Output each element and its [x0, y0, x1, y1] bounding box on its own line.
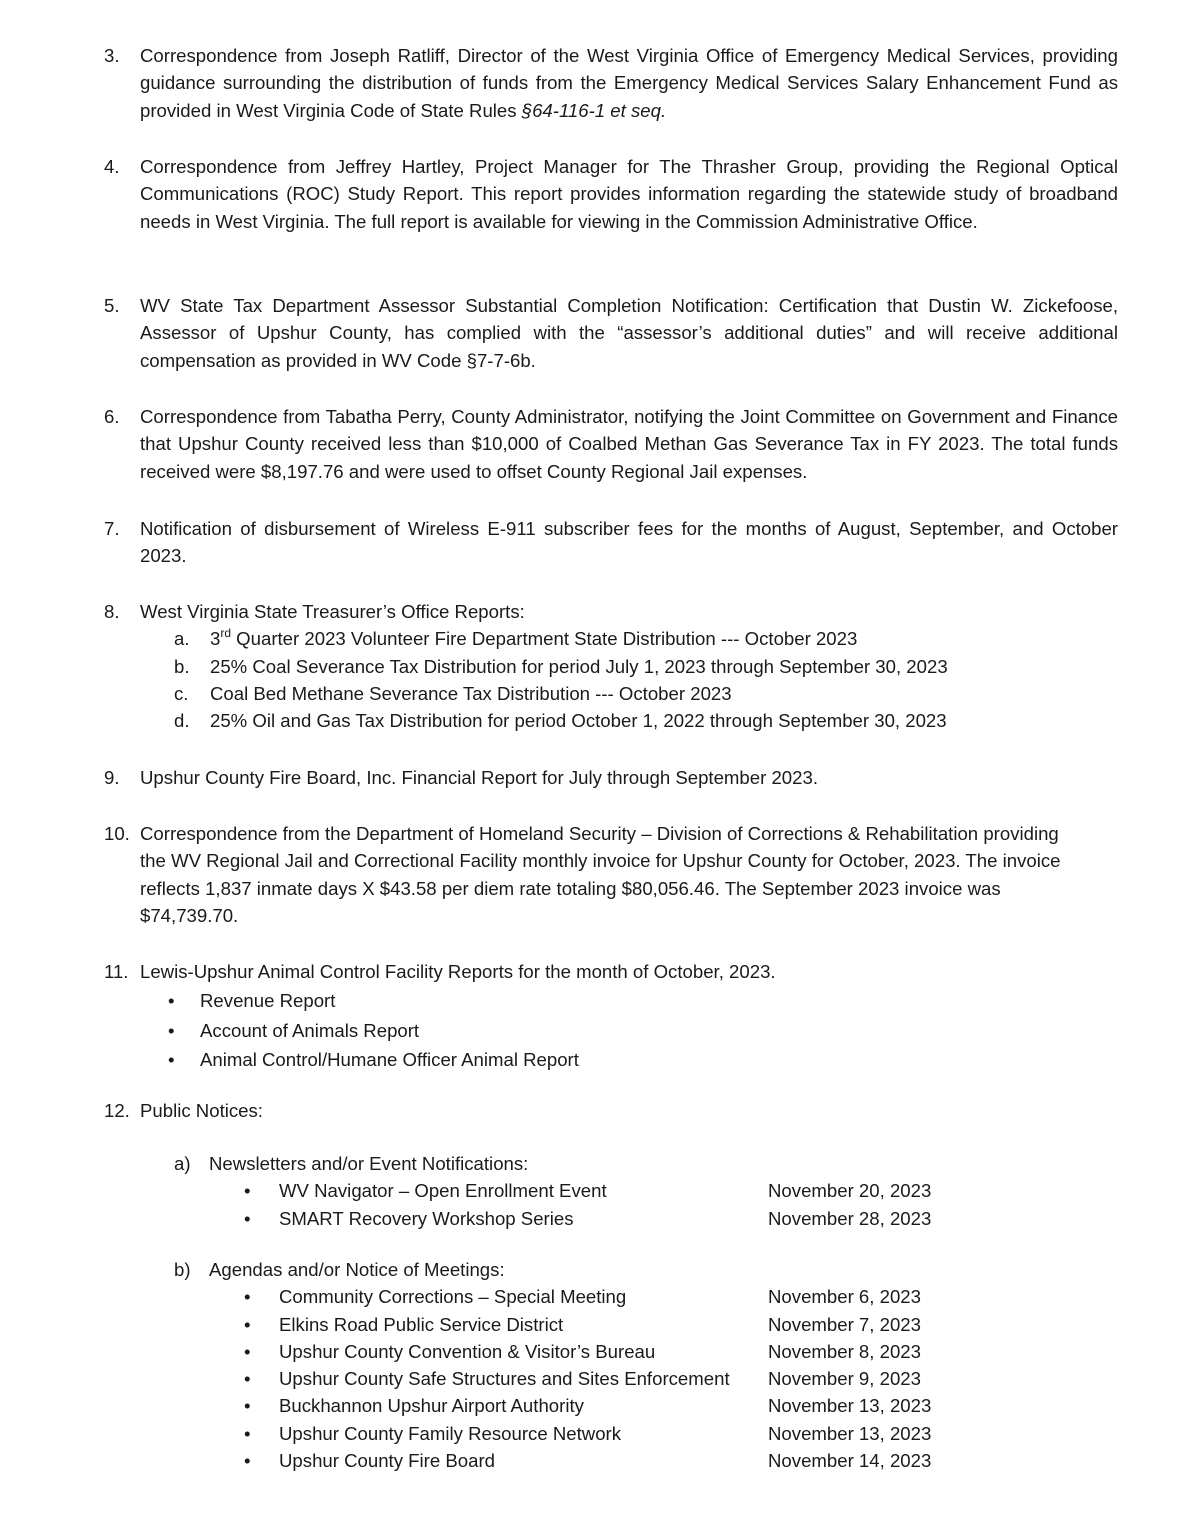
list-item: • Animal Control/Humane Officer Animal Report: [104, 1046, 1118, 1076]
item-text: Correspondence from the Department of Homeland Security – Division of Corrections & Rehabilitation providing the WV Regional Jail and Correctional Facility monthly invoice for Upshur County for October, 2023. The invoice reflects 1,837 inmate days X $43.58 per diem rate totaling $80,056.46. The September 2023 invoice was $74,739.70.: [140, 823, 1061, 926]
bullet-icon: •: [244, 1450, 251, 1472]
item-text: Correspondence from Joseph Ratliff, Director of the West Virginia Office of Emergency Medical Services, providing guidance surrounding the distribution of funds from the Emergency Medical Services Salary Enhancement Fund as provided in West Virginia Code of State Rules §64-116-1 et seq.: [140, 45, 1118, 121]
sub-item-b: b. 25% Coal Severance Tax Distribution for period July 1, 2023 through September 30, 2023: [174, 655, 948, 677]
item-text: West Virginia State Treasurer’s Office Reports:: [140, 601, 525, 622]
notice-row: • Upshur County Safe Structures and Sites Enforcement November 9, 2023: [104, 1365, 1118, 1392]
agenda-item-4: [104, 153, 1118, 235]
item-number: 6.: [104, 406, 120, 427]
item-text: Correspondence from Tabatha Perry, County Administrator, notifying the Joint Committee on Government and Finance that Upshur County received less than $10,000 of Coalbed Methan Gas Severance Tax in FY 2023. The total funds received were $8,197.76 and were used to offset County Regional Jail expenses.: [140, 406, 1118, 482]
section-heading: b) Agendas and/or Notice of Meetings:: [174, 1259, 505, 1280]
item-number: 12.: [104, 1100, 130, 1121]
agenda-item-6: [104, 403, 1118, 485]
item-text: Public Notices:: [140, 1100, 263, 1121]
bullet-icon: •: [244, 1395, 251, 1417]
item-number: 3.: [104, 45, 120, 66]
item-number: 8.: [104, 601, 120, 622]
bullet-icon: •: [168, 1049, 175, 1071]
bullet-icon: •: [244, 1180, 251, 1202]
notice-row: • WV Navigator – Open Enrollment Event November 20, 2023: [104, 1177, 1118, 1204]
agenda-item-11: [104, 958, 1118, 1076]
section-heading: a) Newsletters and/or Event Notifications:: [174, 1153, 529, 1174]
item-text: Correspondence from Jeffrey Hartley, Project Manager for The Thrasher Group, providing the Regional Optical Communications (ROC) Study Report. This report provides information regarding the statewide study of broadband needs in West Virginia. The full report is available for viewing in the Commission Administrative Office.: [140, 156, 1118, 232]
item-number: 4.: [104, 156, 120, 177]
item-text: Upshur County Fire Board, Inc. Financial Report for July through September 2023.: [140, 767, 818, 788]
agenda-item-8: [104, 598, 1118, 734]
bullet-icon: •: [244, 1313, 251, 1335]
newsletters-section: [104, 1150, 1118, 1232]
item-number: 7.: [104, 518, 120, 539]
list-item: • Account of Animals Report: [104, 1017, 1118, 1047]
sub-item-c: c. Coal Bed Methane Severance Tax Distribution --- October 2023: [174, 682, 732, 704]
item-number: 11.: [104, 961, 129, 982]
agenda-item-7: [104, 515, 1118, 570]
item-text: WV State Tax Department Assessor Substantial Completion Notification: Certification that Dustin W. Zickefoose, Assessor of Upshur County, has complied with the “assessor’s additional duties” and will receive additional compensation as provided in WV Code §7-7-6b.: [140, 295, 1118, 371]
agenda-item-9: [104, 764, 1118, 791]
sub-item-a: a. 3rd Quarter 2023 Volunteer Fire Department State Distribution --- October 2023: [174, 626, 858, 650]
agenda-item-10: [104, 820, 1118, 929]
bullet-icon: •: [168, 990, 175, 1012]
item-number: 9.: [104, 767, 120, 788]
bullet-icon: •: [244, 1422, 251, 1444]
bullet-icon: •: [244, 1286, 251, 1308]
notice-row: • SMART Recovery Workshop Series November 28, 2023: [104, 1205, 1118, 1232]
notice-row: • Upshur County Family Resource Network November 13, 2023: [104, 1420, 1118, 1447]
notice-row: • Community Corrections – Special Meeting November 6, 2023: [104, 1283, 1118, 1310]
item-number: 5.: [104, 295, 120, 316]
bullet-icon: •: [168, 1019, 175, 1041]
item-text: Lewis-Upshur Animal Control Facility Reports for the month of October, 2023.: [140, 961, 776, 982]
bullet-icon: •: [244, 1207, 251, 1229]
notice-row: • Upshur County Convention & Visitor’s Bureau November 8, 2023: [104, 1338, 1118, 1365]
item-text: Notification of disbursement of Wireless E-911 subscriber fees for the months of August, September, and October 2023.: [140, 518, 1118, 567]
agenda-item-3: [104, 42, 1118, 124]
agendas-section: [104, 1256, 1118, 1474]
bullet-icon: •: [244, 1368, 251, 1390]
item-number: 10.: [104, 823, 130, 844]
sub-item-d: d. 25% Oil and Gas Tax Distribution for period October 1, 2022 through September 30, 2023: [174, 710, 947, 732]
notice-row: • Elkins Road Public Service District November 7, 2023: [104, 1311, 1118, 1338]
agenda-item-12: [104, 1097, 1118, 1124]
notice-row: • Buckhannon Upshur Airport Authority November 13, 2023: [104, 1392, 1118, 1419]
list-item: • Revenue Report: [104, 987, 1118, 1017]
notice-row: • Upshur County Fire Board November 14, 2023: [104, 1447, 1118, 1474]
bullet-icon: •: [244, 1340, 251, 1362]
agenda-item-5: [104, 292, 1118, 374]
